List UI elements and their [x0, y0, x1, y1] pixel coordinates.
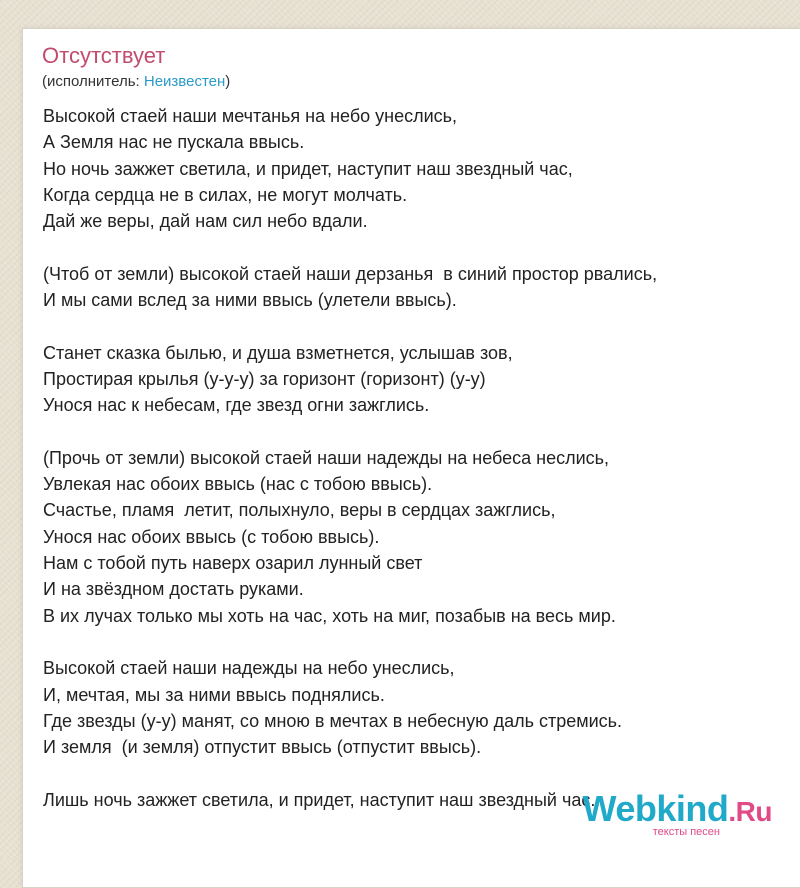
logo-tagline: тексты песен [652, 826, 720, 838]
artist-prefix: (исполнитель: [42, 73, 144, 90]
lyric-line: Простирая крылья (у-у-у) за горизонт (горизонт) (у-у) [43, 368, 486, 389]
artist-link[interactable]: Неизвестен [143, 73, 226, 90]
lyric-line: (Прочь от земли) высокой стаей наши надежды на небеса неслись, [43, 447, 610, 468]
stanza-break [43, 419, 657, 445]
lyric-line: (Чтоб от земли) высокой стаей наши дерзанья в синий простор рвались, [43, 263, 658, 284]
lyric-line: Где звезды (у-у) манят, со мною в мечтах в небесную даль стремись. [43, 710, 623, 731]
lyric-line: Унося нас к небесам, где звезд огни зажглись. [43, 395, 430, 416]
lyric-line: И, мечтая, мы за ними ввысь поднялись. [43, 684, 385, 705]
artist-suffix: ) [225, 73, 231, 90]
lyric-line: Но ночь зажжет светила, и придет, наступит наш звездный час, [43, 158, 573, 179]
stanza-break [43, 760, 657, 786]
lyric-line: Дай же веры, дай нам сил небо вдали. [43, 211, 368, 232]
lyric-line: И на звёздном достать руками. [43, 579, 304, 600]
logo-wordmark [582, 788, 772, 830]
lyric-line: Когда сердца не в силах, не могут молчать. [43, 184, 408, 205]
lyrics-text [43, 103, 657, 813]
logo-main-text: Webkind [582, 788, 729, 829]
logo-suffix: .Ru [728, 796, 772, 827]
lyric-line: Счастье, пламя летит, полыхнуло, веры в сердцах зажглись, [43, 500, 556, 521]
lyric-line: Высокой стаей наши надежды на небо унеслись, [43, 658, 455, 679]
lyric-line: Станет сказка былью, и душа взметнется, услышав зов, [43, 342, 513, 363]
stanza-break [43, 313, 657, 339]
lyric-line: И земля (и земля) отпустит ввысь (отпустит ввысь). [43, 737, 482, 758]
lyric-line: Лишь ночь зажжет светила, и придет, наступит наш звездный час. [43, 789, 596, 810]
stanza-break [43, 629, 657, 655]
lyric-line: Увлекая нас обоих ввысь (нас с тобою ввысь). [43, 474, 433, 495]
artist-line [42, 72, 230, 92]
lyric-line: Высокой стаей наши мечтанья на небо унеслись, [43, 106, 458, 126]
lyric-line: И мы сами вслед за ними ввысь (улетели ввысь). [43, 290, 457, 311]
stanza-break [43, 234, 657, 260]
site-logo[interactable] [582, 788, 772, 838]
lyric-line: Унося нас обоих ввысь (с тобою ввысь). [43, 526, 380, 547]
song-title: Отсутствует [42, 43, 166, 68]
lyric-line: А Земля нас не пускала ввысь. [43, 132, 305, 153]
lyric-line: В их лучах только мы хоть на час, хоть на миг, позабыв на весь мир. [43, 605, 616, 626]
lyric-line: Нам с тобой путь наверх озарил лунный свет [43, 553, 423, 574]
